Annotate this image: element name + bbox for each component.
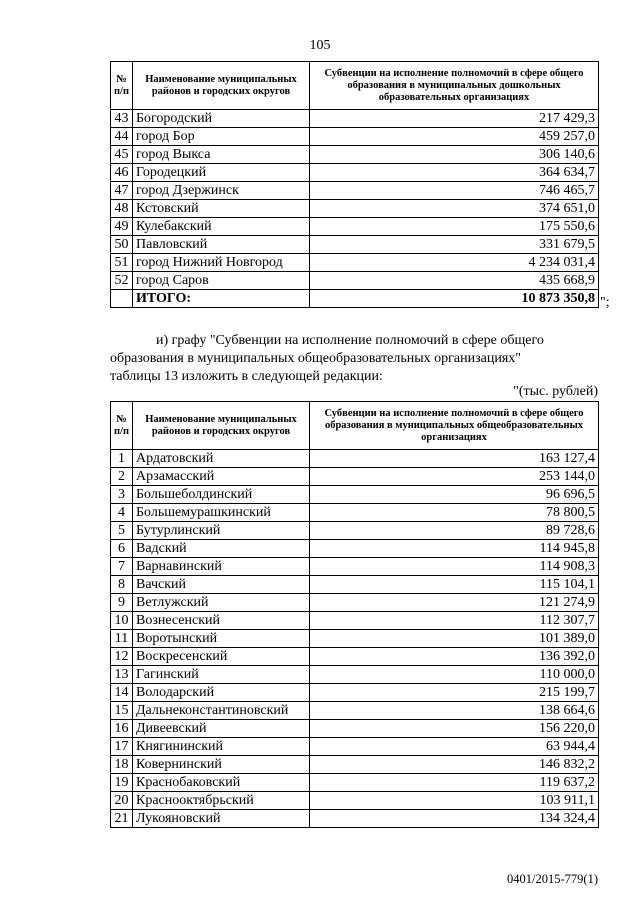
row-number: 20 (111, 792, 133, 810)
table-row (111, 468, 599, 486)
district-name: город Выкса (133, 146, 310, 164)
row-number: 52 (111, 272, 133, 290)
subsidy-value: 306 140,6 (310, 146, 599, 164)
subsidy-value: 114 908,3 (310, 558, 599, 576)
subsidy-value: 110 000,0 (310, 666, 599, 684)
row-number: 16 (111, 720, 133, 738)
table-row (111, 774, 599, 792)
total-value: 10 873 350,8 (310, 290, 599, 308)
page-number: 105 (309, 38, 331, 53)
district-name: Кстовский (133, 200, 310, 218)
subsidy-value: 331 679,5 (310, 236, 599, 254)
row-number: 1 (111, 450, 133, 468)
table-row (111, 558, 599, 576)
district-name: Вадский (133, 540, 310, 558)
subsidy-value: 121 274,9 (310, 594, 599, 612)
row-number: 15 (111, 702, 133, 720)
row-number: 50 (111, 236, 133, 254)
subsidy-value: 134 324,4 (310, 810, 599, 828)
table-body (111, 450, 599, 828)
table-row (111, 666, 599, 684)
table-row (111, 128, 599, 146)
district-name: Городецкий (133, 164, 310, 182)
district-name: Кулебакский (133, 218, 310, 236)
district-name: Богородский (133, 110, 310, 128)
subsidy-value: 138 664,6 (310, 702, 599, 720)
row-number: 4 (111, 504, 133, 522)
table-row (111, 110, 599, 128)
table-row (111, 630, 599, 648)
subsidy-value: 253 144,0 (310, 468, 599, 486)
row-number: 43 (111, 110, 133, 128)
table-row (111, 236, 599, 254)
table-header-row (111, 402, 599, 450)
district-name: Бутурлинский (133, 522, 310, 540)
table-row (111, 612, 599, 630)
district-name: Ветлужский (133, 594, 310, 612)
table-row (111, 810, 599, 828)
header-name: Наименование муниципальных районов и городских округов (133, 402, 310, 450)
district-name: Павловский (133, 236, 310, 254)
table-row (111, 594, 599, 612)
subsidy-value: 112 307,7 (310, 612, 599, 630)
table-row (111, 576, 599, 594)
table-row (111, 218, 599, 236)
district-name: город Нижний Новгород (133, 254, 310, 272)
district-name: город Бор (133, 128, 310, 146)
district-name: город Дзержинск (133, 182, 310, 200)
district-name: Ардатовский (133, 450, 310, 468)
table-row (111, 720, 599, 738)
subsidy-value: 746 465,7 (310, 182, 599, 200)
district-name: Дивеевский (133, 720, 310, 738)
district-name: Вознесенский (133, 612, 310, 630)
row-number: 45 (111, 146, 133, 164)
row-number: 49 (111, 218, 133, 236)
total-row (111, 290, 599, 308)
row-number: 6 (111, 540, 133, 558)
row-number: 8 (111, 576, 133, 594)
district-name: Воскресенский (133, 648, 310, 666)
table-row (111, 792, 599, 810)
district-name: Дальнеконстантиновский (133, 702, 310, 720)
table-row (111, 648, 599, 666)
subsidy-value: 89 728,6 (310, 522, 599, 540)
paragraph-line: и) графу "Субвенции на исполнение полномочий в сфере общего (156, 333, 544, 348)
district-name: Большемурашкинский (133, 504, 310, 522)
subsidy-value: 435 668,9 (310, 272, 599, 290)
paragraph-line: образования в муниципальных общеобразовательных организациях" (110, 351, 521, 366)
table-row (111, 164, 599, 182)
row-number: 14 (111, 684, 133, 702)
row-number: 3 (111, 486, 133, 504)
header-no: № п/п (111, 62, 133, 110)
district-name: город Саров (133, 272, 310, 290)
row-number: 19 (111, 774, 133, 792)
closing-quote: "; (600, 295, 610, 310)
district-name: Большеболдинский (133, 486, 310, 504)
subsidy-value: 114 945,8 (310, 540, 599, 558)
district-name: Арзамасский (133, 468, 310, 486)
amendment-paragraph (110, 332, 598, 386)
table-row (111, 702, 599, 720)
table-row (111, 540, 599, 558)
subsidy-value: 374 651,0 (310, 200, 599, 218)
subsidy-value: 115 104,1 (310, 576, 599, 594)
subsidy-value: 96 696,5 (310, 486, 599, 504)
subsidy-value: 364 634,7 (310, 164, 599, 182)
table-row (111, 504, 599, 522)
district-name: Краснооктябрьский (133, 792, 310, 810)
subsidy-value: 136 392,0 (310, 648, 599, 666)
subsidy-value: 215 199,7 (310, 684, 599, 702)
table-row (111, 756, 599, 774)
row-number: 12 (111, 648, 133, 666)
table-row (111, 146, 599, 164)
row-number: 48 (111, 200, 133, 218)
row-number: 9 (111, 594, 133, 612)
district-name: Лукояновский (133, 810, 310, 828)
district-name: Варнавинский (133, 558, 310, 576)
subsidy-value: 156 220,0 (310, 720, 599, 738)
row-number: 21 (111, 810, 133, 828)
row-number: 47 (111, 182, 133, 200)
subsidy-value: 63 944,4 (310, 738, 599, 756)
paragraph-line: таблицы 13 изложить в следующей редакции: (110, 369, 383, 384)
table-body (111, 110, 599, 290)
subsidy-value: 103 911,1 (310, 792, 599, 810)
header-no: № п/п (111, 402, 133, 450)
district-name: Ковернинский (133, 756, 310, 774)
district-name: Володарский (133, 684, 310, 702)
table-row (111, 254, 599, 272)
district-name: Воротынский (133, 630, 310, 648)
row-number: 17 (111, 738, 133, 756)
district-name: Княгининский (133, 738, 310, 756)
document-code: 0401/2015-779(1) (507, 872, 598, 886)
table-row (111, 486, 599, 504)
subsidy-value: 146 832,2 (310, 756, 599, 774)
row-number: 18 (111, 756, 133, 774)
row-number: 51 (111, 254, 133, 272)
row-number: 11 (111, 630, 133, 648)
header-name: Наименование муниципальных районов и городских округов (133, 62, 310, 110)
total-label: ИТОГО: (133, 290, 310, 308)
subsidy-value: 175 550,6 (310, 218, 599, 236)
row-number: 10 (111, 612, 133, 630)
header-subsidy: Субвенции на исполнение полномочий в сфере общего образования в муниципальных общеобразовательных организациях (310, 402, 599, 450)
row-number: 44 (111, 128, 133, 146)
table-row (111, 272, 599, 290)
total-no-cell (111, 290, 133, 308)
table-row (111, 450, 599, 468)
district-name: Гагинский (133, 666, 310, 684)
subsidy-value: 101 389,0 (310, 630, 599, 648)
subsidy-value: 4 234 031,4 (310, 254, 599, 272)
district-name: Краснобаковский (133, 774, 310, 792)
unit-label: "(тыс. рублей) (513, 384, 598, 399)
row-number: 7 (111, 558, 133, 576)
subsidy-table-preschool (110, 61, 599, 308)
table-row (111, 182, 599, 200)
row-number: 5 (111, 522, 133, 540)
subsidy-value: 78 800,5 (310, 504, 599, 522)
row-number: 2 (111, 468, 133, 486)
table-row (111, 738, 599, 756)
subsidy-value: 459 257,0 (310, 128, 599, 146)
subsidy-value: 163 127,4 (310, 450, 599, 468)
subsidy-value: 119 637,2 (310, 774, 599, 792)
table-header-row (111, 62, 599, 110)
row-number: 13 (111, 666, 133, 684)
table-row (111, 684, 599, 702)
subsidy-table-general (110, 401, 599, 828)
subsidy-value: 217 429,3 (310, 110, 599, 128)
header-subsidy: Субвенции на исполнение полномочий в сфере общего образования в муниципальных дошкольных образовательных организациях (310, 62, 599, 110)
table-row (111, 200, 599, 218)
district-name: Вачский (133, 576, 310, 594)
table-row (111, 522, 599, 540)
row-number: 46 (111, 164, 133, 182)
